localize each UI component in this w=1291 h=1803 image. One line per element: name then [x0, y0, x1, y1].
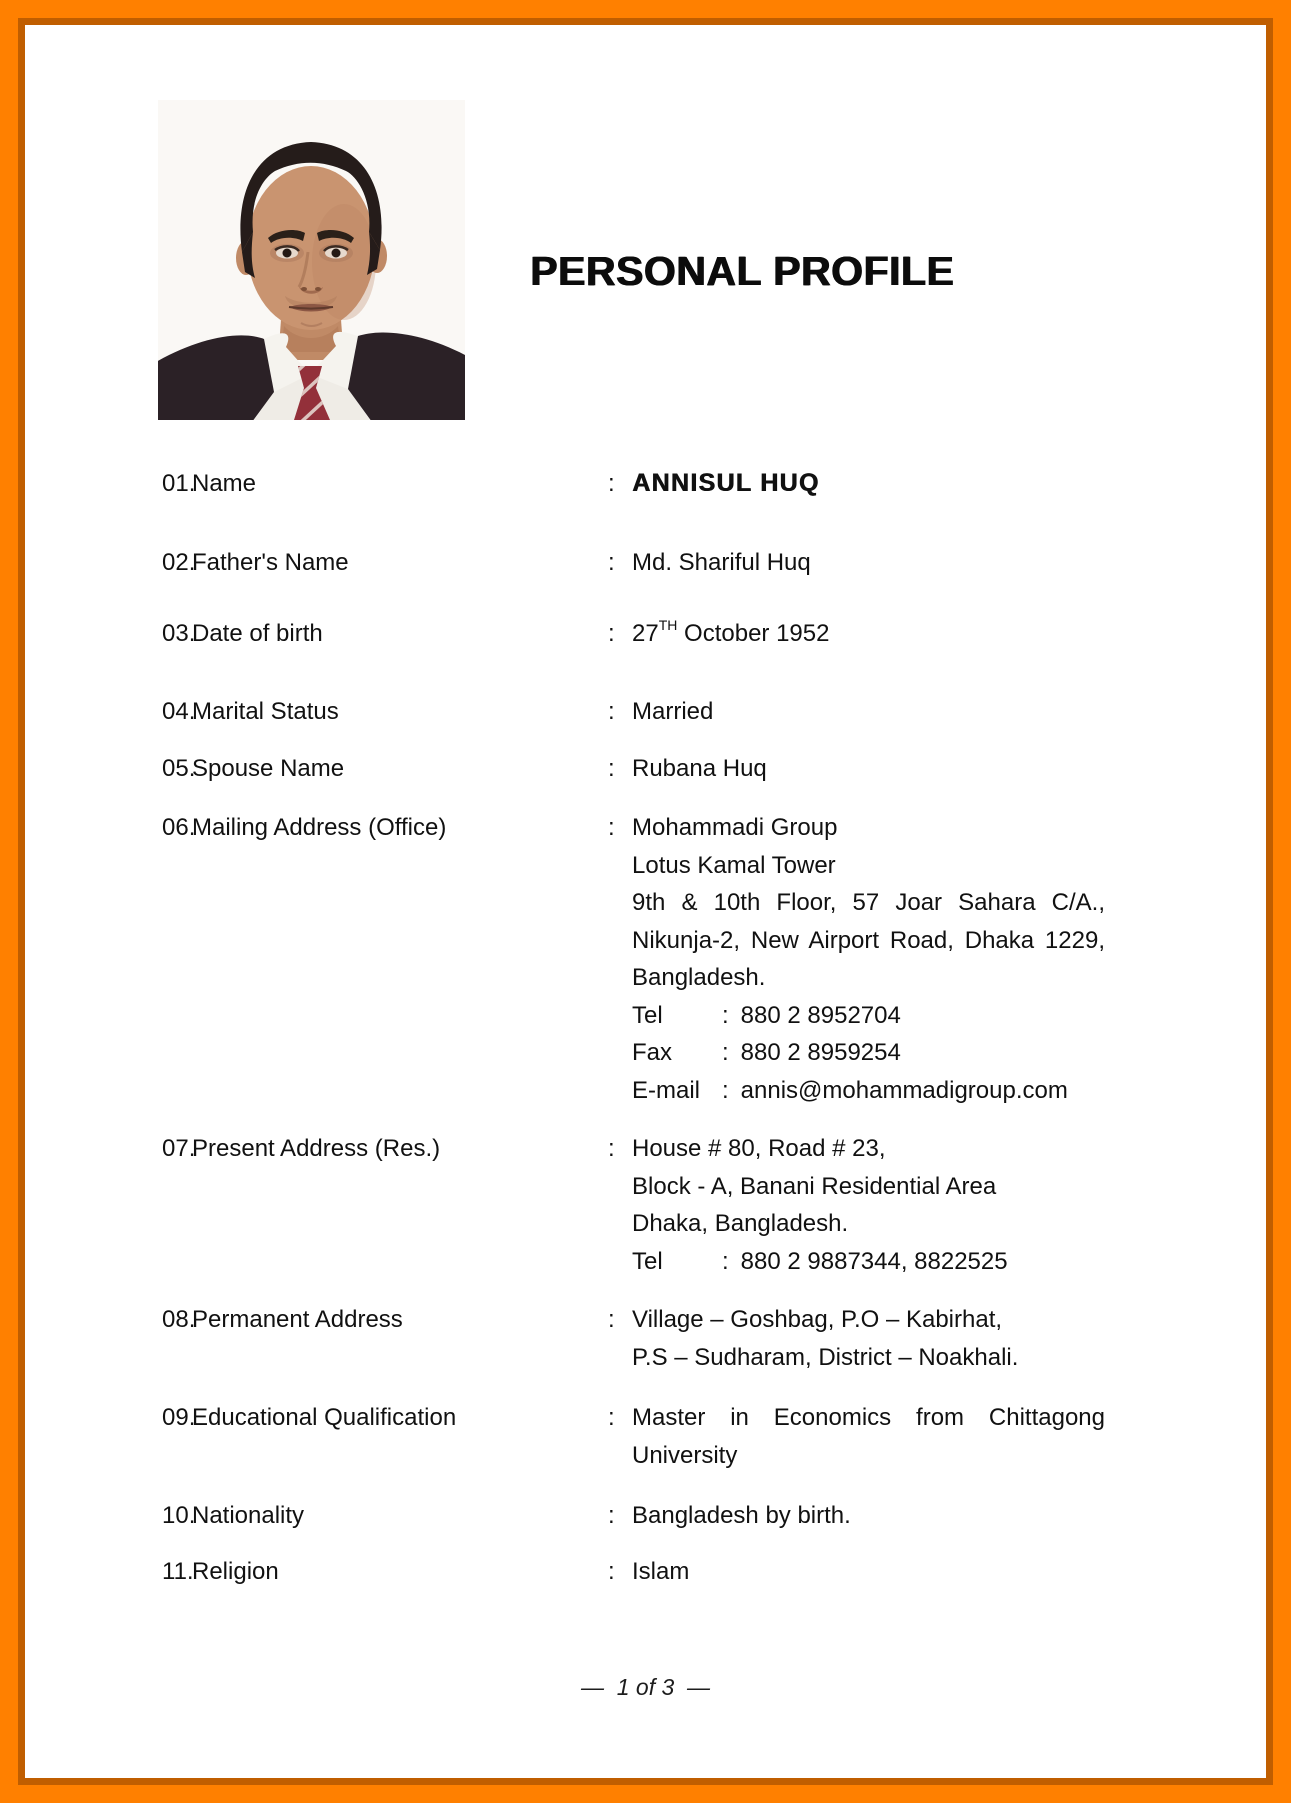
field-label: Date of birth — [192, 620, 323, 647]
field-value — [632, 615, 1105, 653]
field-row-marital-status — [162, 693, 1105, 731]
field-colon: : — [608, 620, 615, 647]
value-text: Mohammadi Group — [632, 814, 838, 841]
field-label: Present Address (Res.) — [192, 1135, 441, 1162]
field-row-mailing-address-office — [162, 809, 1105, 1109]
page-title: PERSONAL PROFILE — [530, 248, 955, 294]
value-text: House # 80, Road # 23, — [632, 1135, 886, 1162]
document-page — [18, 18, 1273, 1785]
sub-colon: : — [722, 1247, 729, 1275]
sub-label: Fax — [632, 1039, 673, 1066]
field-number: 09. — [162, 1404, 196, 1431]
field-number: 01. — [162, 470, 196, 497]
sub-text — [741, 1077, 1068, 1104]
field-value — [632, 750, 1105, 788]
field-row-permanent-address — [162, 1301, 1105, 1376]
value-text: Master in Economics from Chittagong — [632, 1404, 1105, 1431]
superscript-text: TH — [658, 617, 678, 633]
field-value-line — [632, 1301, 1105, 1339]
field-colon: : — [608, 755, 615, 782]
field-number: 08. — [162, 1306, 196, 1333]
field-value — [632, 1553, 1105, 1591]
field-colon: : — [608, 1558, 615, 1585]
sub-colon: : — [722, 1001, 729, 1029]
field-value — [632, 465, 1105, 503]
field-number: 02. — [162, 549, 196, 576]
field-colon: : — [608, 1502, 615, 1529]
page-number: — 1 of 3 — — [580, 1674, 711, 1700]
value-text: Bangladesh by birth. — [632, 1502, 851, 1529]
field-value-line — [632, 884, 1105, 922]
field-value — [632, 1130, 1105, 1280]
field-value — [632, 544, 1105, 582]
field-value-line — [632, 1168, 1105, 1206]
field-colon: : — [608, 549, 615, 576]
field-label: Spouse Name — [192, 755, 345, 782]
value-text: Lotus Kamal Tower — [632, 851, 836, 879]
sub-text — [741, 1002, 901, 1029]
value-text: University — [632, 1441, 738, 1469]
sub-label: Tel — [632, 1247, 663, 1275]
field-row-nationality — [162, 1497, 1105, 1535]
field-label: Nationality — [192, 1502, 305, 1529]
field-value-line — [632, 922, 1105, 960]
value-text: P.S – Sudharam, District – Noakhali. — [632, 1343, 1019, 1371]
field-label: Name — [192, 470, 257, 497]
field-label: Marital Status — [192, 698, 339, 725]
field-row-religion — [162, 1553, 1105, 1591]
field-value-line — [632, 1553, 1105, 1591]
field-label: Mailing Address (Office) — [192, 814, 447, 841]
field-value — [632, 809, 1105, 1109]
field-value-line — [632, 1205, 1105, 1243]
field-value-line — [632, 1437, 1105, 1475]
sub-label: E-mail — [632, 1076, 701, 1104]
name-value: ANNISUL HUQ — [632, 469, 820, 497]
field-value-line — [632, 1399, 1105, 1437]
portrait-photo-graphic — [158, 100, 465, 420]
field-value-line — [632, 1339, 1105, 1377]
value-text: 880 2 9887344, 8822525 — [740, 1247, 1008, 1275]
field-row-spouse-name — [162, 750, 1105, 788]
field-value — [632, 1301, 1105, 1376]
value-text: October 1952 — [677, 620, 830, 647]
field-number: 07. — [162, 1135, 196, 1162]
field-colon: : — [608, 698, 615, 725]
field-value-line — [632, 1497, 1105, 1535]
value-text: 9th & 10th Floor, 57 Joar Sahara C/A., — [632, 889, 1105, 916]
field-label: Permanent Address — [192, 1306, 403, 1333]
sub-colon: : — [722, 1076, 729, 1104]
value-text: 880 2 8952704 — [740, 1001, 901, 1029]
value-text: Block - A, Banani Residential Area — [632, 1172, 997, 1200]
field-number: 11. — [162, 1558, 194, 1585]
field-value — [632, 1399, 1105, 1474]
field-colon: : — [608, 470, 615, 497]
sub-text — [741, 1039, 901, 1066]
field-colon: : — [608, 1404, 615, 1431]
field-label: Educational Qualification — [192, 1404, 457, 1431]
field-value — [632, 693, 1105, 731]
field-value-line — [632, 615, 1105, 653]
value-text: Married — [632, 698, 714, 725]
field-number: 04. — [162, 698, 196, 725]
field-value-line — [632, 809, 1105, 847]
field-number: 06. — [162, 814, 196, 841]
field-value-line — [632, 1072, 1105, 1110]
field-number: 03. — [162, 620, 196, 647]
field-value — [632, 1497, 1105, 1535]
value-text: Village – Goshbag, P.O – Kabirhat, — [632, 1306, 1003, 1333]
value-text: Md. Shariful Huq — [632, 549, 811, 576]
field-value-line — [632, 959, 1105, 997]
field-value-line — [632, 693, 1105, 731]
field-number: 10. — [162, 1502, 196, 1529]
value-text: 880 2 8959254 — [740, 1039, 901, 1066]
field-value-line — [632, 1243, 1105, 1281]
field-label: Religion — [192, 1558, 279, 1585]
field-colon: : — [608, 1135, 615, 1162]
value-text: Bangladesh. — [632, 964, 766, 991]
field-row-father-s-name — [162, 544, 1105, 582]
value-text: Nikunja-2, New Airport Road, Dhaka 1229, — [632, 926, 1105, 954]
field-value-line — [632, 465, 1105, 503]
field-value-line — [632, 750, 1105, 788]
value-text: Rubana Huq — [632, 755, 767, 782]
field-row-educational-qualification — [162, 1399, 1105, 1474]
value-text: Islam — [632, 1558, 690, 1585]
sub-label: Tel — [632, 1001, 663, 1029]
field-row-present-address-res — [162, 1130, 1105, 1280]
field-number: 05. — [162, 755, 196, 782]
field-value-line — [632, 847, 1105, 885]
value-text: 27 — [632, 620, 659, 647]
field-row-name — [162, 465, 1105, 503]
field-row-date-of-birth — [162, 615, 1105, 653]
sub-colon: : — [722, 1039, 729, 1066]
field-value-line — [632, 1130, 1105, 1168]
field-value-line — [632, 1034, 1105, 1072]
field-colon: : — [608, 1306, 615, 1333]
portrait-photo — [158, 100, 465, 420]
value-text: annis@mohammadigroup.com — [740, 1076, 1068, 1104]
sub-text — [741, 1248, 1008, 1275]
field-label: Father's Name — [192, 549, 349, 576]
field-value-line — [632, 544, 1105, 582]
value-text: Dhaka, Bangladesh. — [632, 1210, 849, 1237]
field-colon: : — [608, 814, 615, 841]
field-value-line — [632, 997, 1105, 1035]
